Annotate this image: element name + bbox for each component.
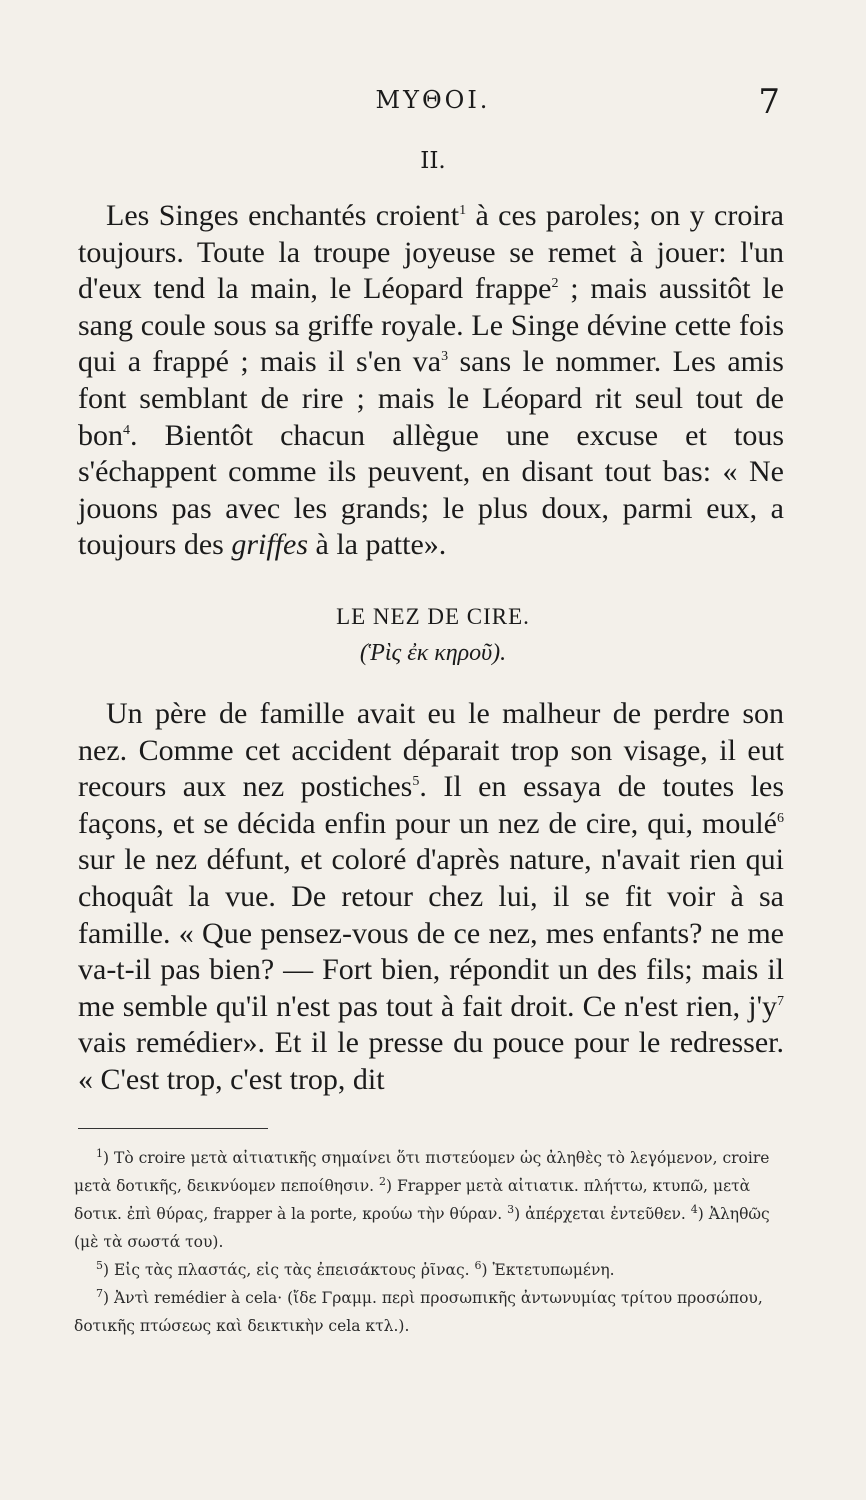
footnote-label-7: 7 bbox=[96, 1286, 103, 1300]
paragraph-text bbox=[78, 696, 784, 1099]
story-paragraph bbox=[78, 696, 784, 1099]
text-run: . Il en essaya de toutes les façons, et se décida enfin pour un nez de cire, qui, moulé bbox=[78, 770, 784, 840]
footnote-label-1: 1 bbox=[96, 1146, 103, 1160]
footnote-block-2 bbox=[74, 1256, 792, 1284]
text-run: sans le nommer. Les amis font semblant de rire ; mais le Léopard rit seul tout de bon bbox=[78, 345, 784, 452]
running-title: ΜΥΘΟΙ. bbox=[375, 86, 491, 114]
text-run: à ces paroles; on y croira toujours. Toute la troupe joyeuse se remet à jouer: l'un d'eux tend la main, le Léopard frappe bbox=[78, 199, 784, 306]
footnote-ref-3: 3 bbox=[441, 349, 449, 365]
footnote-block-3 bbox=[74, 1284, 792, 1340]
footnote-ref-6: 6 bbox=[777, 810, 784, 826]
italic-word: griffes bbox=[231, 528, 308, 562]
footnote-2: ) Frapper μετὰ αἰτιατικ. πλήττω, κτυπῶ, μετὰ δοτικ. ἐπὶ θύρας, frapper à la porte, κρούω τὴν θύραν. bbox=[74, 1177, 751, 1223]
footnote-ref-7: 7 bbox=[777, 993, 784, 1009]
footnote-3: ) ἀπέρχεται ἐντεῦθεν. bbox=[514, 1205, 686, 1223]
text-run: Un père de famille avait eu le malheur de perdre son nez. Comme cet accident déparait trop son visage, il eut recours aux nez postiches bbox=[78, 697, 784, 804]
footnotes bbox=[74, 1144, 792, 1340]
footnote-label-5: 5 bbox=[96, 1258, 103, 1272]
story-subtitle: (Ῥὶς ἐκ κηροῦ). bbox=[359, 640, 507, 666]
page-header bbox=[0, 82, 866, 122]
text-run: à la patte». bbox=[308, 528, 447, 562]
footnote-ref-4: 4 bbox=[123, 422, 130, 438]
paragraph-text bbox=[78, 198, 784, 564]
page-number: 7 bbox=[758, 82, 780, 122]
text-run: ; mais aussitôt le sang coule sous sa griffe royale. Le Singe dévine cette fois qui a frappé ; mais il s'en va bbox=[78, 272, 784, 379]
footnote-block-1 bbox=[74, 1144, 792, 1256]
footnote-label-4: 4 bbox=[690, 1202, 698, 1216]
footnote-label-2: 2 bbox=[379, 1174, 387, 1188]
footnote-1: ) Τὸ croire μετὰ αἰτιατικῆς σημαίνει ὅτι πιστεύομεν ὡς ἀληθὲς τὸ λεγόμενον, croire μετὰ δοτικῆς, δεικνύομεν πεποίθησιν. bbox=[74, 1149, 770, 1195]
footnote-label-6: 6 bbox=[474, 1258, 482, 1272]
footnote-ref-5: 5 bbox=[412, 774, 420, 790]
footnote-ref-1: 1 bbox=[459, 203, 467, 218]
section-number: II. bbox=[420, 148, 446, 174]
footnote-5: ) Εἰς τὰς πλαστάς, εἰς τὰς ἐπεισάκτους ῥῖνας. bbox=[103, 1261, 470, 1279]
story-title: LE NEZ DE CIRE. bbox=[336, 604, 530, 629]
text-run: Les Singes enchantés croient bbox=[106, 199, 460, 232]
footnote-ref-2: 2 bbox=[551, 276, 559, 292]
text-run: sur le nez défunt, et coloré d'après nature, n'avait rien qui choquât la vue. De retour chez lui, il se fit voir à sa famille. « Que pensez-vous de ce nez, mes enfants? ne me va-t-il pas bien? — Fort bien, répondit un des fils; mais il me semble qu'il n'est pas tout à fait droit. Ce n'est rien, j'y bbox=[78, 843, 784, 1023]
fable-paragraph-1 bbox=[78, 198, 784, 564]
footnote-7: ) Ἀντὶ remédier à cela· (ἴδε Γραμμ. περὶ προσωπικῆς ἀντωνυμίας τρίτου προσώπου, δοτικῆς πτώσεως καὶ δεικτικὴν cela κτλ.). bbox=[74, 1289, 763, 1335]
text-run: . Bientôt chacun allègue une excuse et tous s'échappent comme ils peuvent, en disant tout bas: « Ne jouons pas avec les grands; le plus doux, parmi eux, a toujours des bbox=[78, 418, 784, 562]
footnote-divider bbox=[78, 1128, 268, 1129]
footnote-label-3: 3 bbox=[507, 1202, 515, 1216]
footnote-4: ) Ἀληθῶς (μὲ τὰ σωστά του). bbox=[74, 1205, 770, 1251]
footnote-6: ) Ἐκτετυπωμένη. bbox=[481, 1261, 615, 1279]
text-run: vais remédier». Et il le presse du pouce pour le redresser. « C'est trop, c'est trop, dit bbox=[78, 1026, 784, 1096]
